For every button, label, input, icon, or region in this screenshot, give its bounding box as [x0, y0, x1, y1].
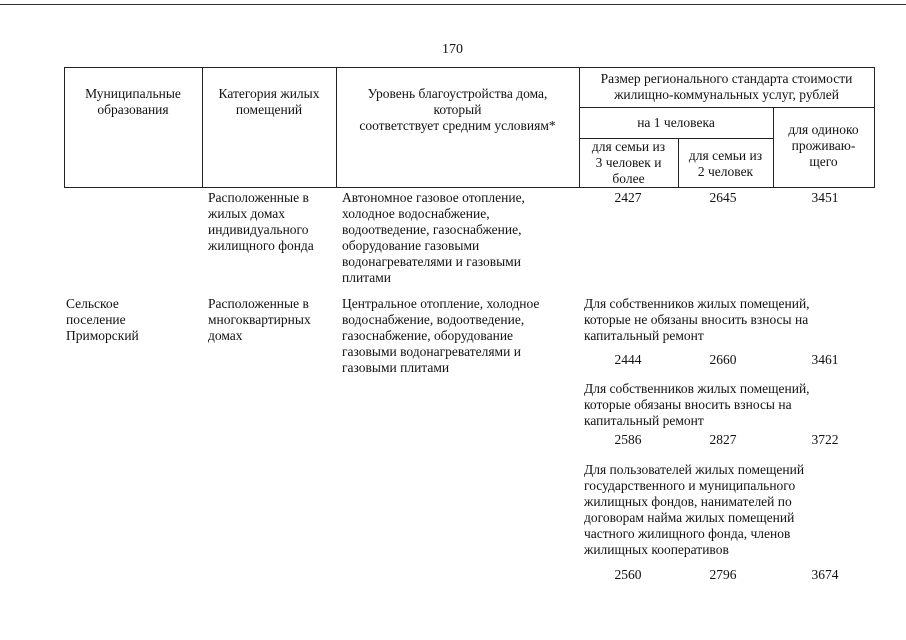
row1-amenities-line: плитами [342, 270, 392, 285]
header-municipality-line: образования [97, 102, 169, 117]
subgroup3-value-single: 3674 [811, 567, 839, 582]
header-municipality [64, 86, 202, 118]
subgroup1-value-single: 3461 [811, 352, 839, 367]
row2-category-line: Расположенные в [208, 296, 309, 311]
subgroup3-label-line: жилищных фондов, нанимателей по [584, 494, 792, 509]
row2-municipality-line: Приморский [66, 328, 139, 343]
row2-municipality [66, 296, 201, 344]
row1-amenities-line: оборудование газовыми [342, 238, 480, 253]
row1-amenities-line: водоотведение, газоснабжение, [342, 222, 522, 237]
subgroup1-value-family2: 2660 [709, 352, 737, 367]
row2-amenities-line: газовыми водонагревателями и [342, 344, 521, 359]
header-municipality-line: Муниципальные [85, 86, 181, 101]
top-border-line [0, 4, 906, 5]
subgroup3-label-line: договорам найма жилых помещений [584, 510, 795, 525]
subgroup1-label-line: которые не обязаны вносить взносы на [584, 312, 809, 327]
subgroup3-label-line: государственного и муниципального [584, 478, 796, 493]
row1-value-family2: 2645 [709, 190, 737, 205]
header-family-3-line: для семьи из [591, 139, 666, 154]
header-family-2 [678, 148, 773, 180]
subgroup3-value-family2: 2796 [709, 567, 737, 582]
header-top-border [64, 67, 874, 68]
row2-amenities-line: Центральное отопление, холодное [342, 296, 540, 311]
header-family-3-line: более [612, 171, 645, 186]
header-standard-title-line: Размер регионального стандарта стоимости [600, 71, 853, 86]
header-single-line: щего [809, 154, 838, 169]
subgroup2-value-family3: 2586 [614, 432, 642, 447]
subgroup1-value-family3: 2444 [614, 352, 642, 367]
row1-category-line: жилищного фонда [208, 238, 314, 253]
row2-category [208, 296, 336, 344]
header-amenities-line: который [433, 102, 482, 117]
header-amenities-line: Уровень благоустройства дома, [367, 86, 548, 101]
subgroup3-label-line: Для пользователей жилых помещений [584, 462, 805, 477]
table-header [64, 67, 874, 188]
row2-amenities-line: газоснабжение, оборудование [342, 328, 514, 343]
header-family-3-line: 3 человек и [595, 155, 662, 170]
subgroup2-value-family2: 2827 [709, 432, 737, 447]
row2-amenities [342, 296, 580, 376]
subgroup2-value-single: 3722 [811, 432, 839, 447]
header-amenities-line: соответствует средним условиям* [359, 118, 556, 133]
page-number: 170 [442, 42, 463, 57]
row1-amenities [342, 190, 580, 286]
row2-municipality-line: поселение [66, 312, 126, 327]
subgroup2-label [584, 381, 884, 429]
subgroup3-value-family3: 2560 [614, 567, 642, 582]
row1-category-line: жилых домах [208, 206, 286, 221]
row2-category-line: многоквартирных [208, 312, 311, 327]
subgroup1-label-line: Для собственников жилых помещений, [584, 296, 810, 311]
header-family-2-line: для семьи из [688, 148, 763, 163]
row2-amenities-line: водоснабжение, водоотведение, [342, 312, 525, 327]
row1-value-single: 3451 [811, 190, 839, 205]
row1-category-line: индивидуального [208, 222, 309, 237]
header-family-3 [579, 139, 678, 187]
header-standard-title-line: жилищно-коммунальных услуг, рублей [614, 87, 839, 102]
header-single-line: для одиноко [788, 122, 859, 137]
header-category-line: помещений [235, 102, 303, 117]
header-family-2-line: 2 человек [697, 164, 754, 179]
subgroup1-label-line: капитальный ремонт [584, 328, 704, 343]
row1-value-family3: 2427 [614, 190, 642, 205]
subgroup3-label-line: частного жилищного фонда, членов [584, 526, 791, 541]
header-category [202, 86, 336, 118]
subgroup3-label [584, 462, 884, 558]
header-category-line: Категория жилых [218, 86, 320, 101]
row1-amenities-line: холодное водоснабжение, [342, 206, 490, 221]
header-standard-title [579, 71, 874, 103]
header-single-line: проживаю- [791, 138, 856, 153]
row2-category-line: домах [208, 328, 243, 343]
header-amenities [336, 86, 579, 134]
header-subdivider [579, 107, 874, 108]
subgroup1-label [584, 296, 884, 344]
row2-municipality-line: Сельское [66, 296, 119, 311]
header-single [773, 122, 874, 170]
row1-category [208, 190, 336, 254]
row1-category-line: Расположенные в [208, 190, 309, 205]
subgroup2-label-line: Для собственников жилых помещений, [584, 381, 810, 396]
subgroup3-label-line: жилищных кооперативов [584, 542, 729, 557]
row1-amenities-line: водонагревателями и газовыми [342, 254, 521, 269]
row1-amenities-line: Автономное газовое отопление, [342, 190, 525, 205]
subgroup2-label-line: капитальный ремонт [584, 413, 704, 428]
header-per-person: на 1 человека [637, 115, 715, 130]
header-bottom-border [64, 187, 874, 188]
header-border-right [874, 67, 875, 188]
subgroup2-label-line: которые обязаны вносить взносы на [584, 397, 792, 412]
row2-amenities-line: газовыми плитами [342, 360, 450, 375]
